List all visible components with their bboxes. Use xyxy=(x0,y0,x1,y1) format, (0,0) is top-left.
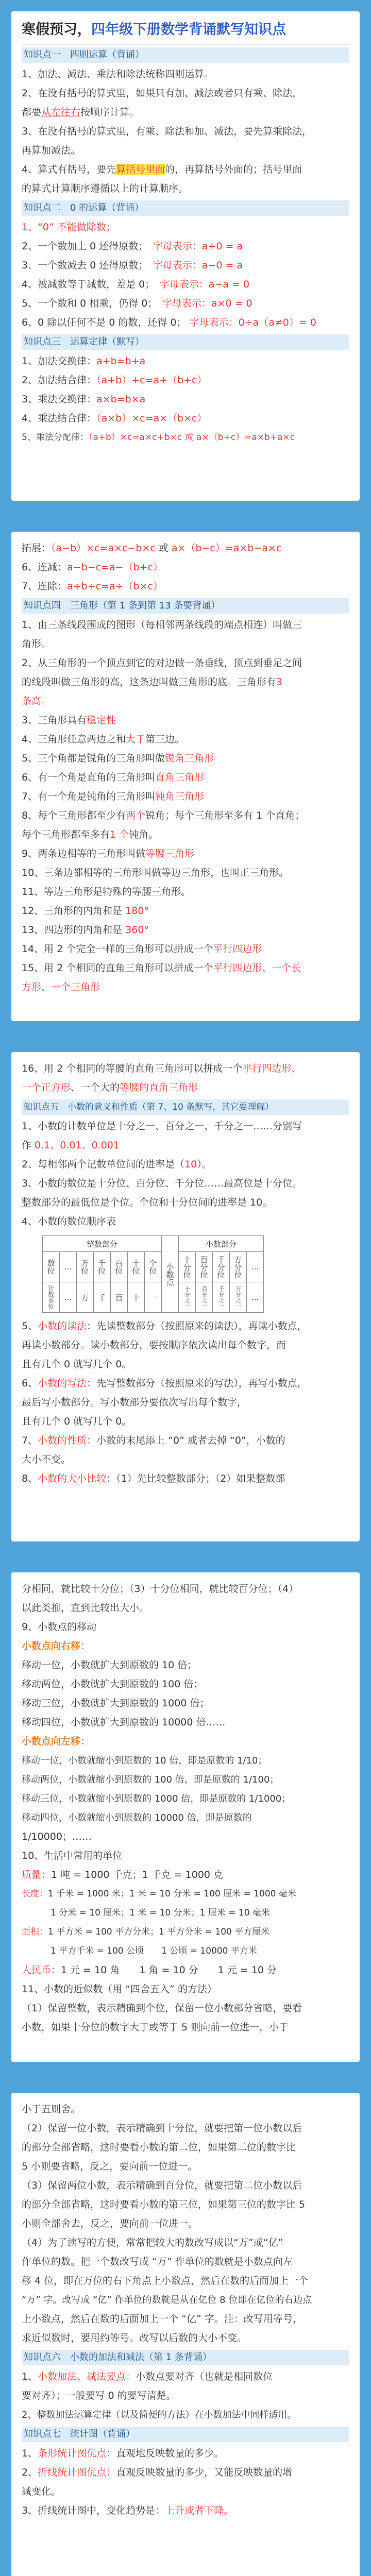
table-cell: … xyxy=(60,1252,77,1282)
text-line: 要对齐）；一般要写 0 的要写清楚。 xyxy=(22,2390,176,2401)
table-cell: 万 xyxy=(77,1282,94,1313)
text-line: 大小不变。 xyxy=(22,1454,71,1465)
text-line: 最后写小数部分。写小数部分要依次写出每个数字， xyxy=(22,1397,247,1408)
text-line: 每个三角形都至多有1 个钝角。 xyxy=(22,829,159,840)
text-line: 整数部分的最低位是个位。个位和十分位间的进率是 10。 xyxy=(22,1197,273,1208)
section-header: 知识点一 四则运算（背诵） xyxy=(22,47,349,63)
text-line: 2、每相邻两个记数单位间的进率是（10）。 xyxy=(22,1159,212,1170)
text-line: 角形。 xyxy=(22,638,52,650)
text-line: 4、乘法结合律：（a×b）×c=a×（b×c） xyxy=(22,413,207,424)
section-header: 知识点二 0 的运算（背诵） xyxy=(22,200,349,216)
text-line: 13、四边形的内角和是 360° xyxy=(22,924,149,936)
text-line: 8、小数的大小比较：（1）先比较整数部分；（2）如果整数部 xyxy=(22,1473,285,1484)
text-line: 分相同，就比较十分位；（3）十分位相同，就比较百分位；（4） xyxy=(22,1583,299,1595)
text-line: 拓展：（a−b）×c=a×c−b×c 或 a×（b−c）=a×b−a×c xyxy=(22,543,282,554)
text-line: 质量：1 吨 = 1000 千克；1 千克 = 1000 克 xyxy=(22,1869,224,1880)
text-line: 9、小数点的移动 xyxy=(22,1621,97,1633)
text-line: 小则全部舍去，反之，要向前一位进一。 xyxy=(22,2218,198,2229)
table-cell: 一 xyxy=(145,1282,162,1313)
text-line: 10、三条边都相等的三角形叫做等边三角形，也叫正三角形。 xyxy=(22,867,289,878)
text-line: 8、每个三角形都至少有两个锐角；每个三角形至多有 1 个直角； xyxy=(22,810,305,821)
table-cell: 十分之一 xyxy=(179,1282,196,1313)
subheading: 小数点向右移： xyxy=(22,1640,91,1652)
table-cell: 百分位 xyxy=(196,1252,213,1282)
table-cell: 十分位 xyxy=(179,1252,196,1282)
text-line: 11、小数的近似数（用 “四舍五入” 的方法） xyxy=(22,1984,217,1995)
text-line: 1、条形统计图优点：直观地反映数量的多少。 xyxy=(22,2448,224,2459)
page-5 xyxy=(11,2093,360,2576)
text-line: 16、用 2 个相同的等腰的直角三角形可以拼成一个平行四边形、 xyxy=(22,1063,301,1074)
text-line: 的部分全部省略，这时要看小数的第二位，如果第二位的数字比 xyxy=(22,2142,296,2153)
text-line: “万” 字。改写成 “亿” 作单位的数就是从在亿位 8 位即在亿位的右边点 xyxy=(22,2295,312,2306)
text-line: 移动四位，小数就缩小到原数的 10000 倍，即是原数的 xyxy=(22,1812,252,1823)
text-line: 3、折线统计图中，变化趋势是：上升或者下降。 xyxy=(22,2505,234,2516)
text-line: 2、在没有括号的算式里，如果只有加、减法或者只有乘、除法， xyxy=(22,88,302,99)
table-cell: … xyxy=(247,1282,264,1313)
text-line: 2、折线统计图优点：直观反映数量的多少，又能反映数量的增 xyxy=(22,2467,293,2478)
text-line: 2、加法结合律：（a+b）+c=a+（b+c） xyxy=(22,375,207,386)
text-line: 长度：1 千米 = 1000 米；1 米 = 10 分米 = 100 厘米 = 1000 毫米 xyxy=(22,1889,296,1899)
text-line: 14、用 2 个完全一样的三角形可以拼成一个平行四边形 xyxy=(22,943,262,955)
table-header: 整数部分 xyxy=(43,1236,162,1252)
table-cell: 千位 xyxy=(94,1252,111,1282)
text-line: 1、小数加法、减法要点：小数点要对齐（也就是相同数位 xyxy=(22,2371,273,2382)
text-line: 1、由三条线段围成的图形（每相邻两条线段的端点相连）叫做三 xyxy=(22,619,302,631)
text-line: 3、一个数减去 0 还得原数； 字母表示：a−0 = a xyxy=(22,260,243,271)
text-line: 1/10000；…… xyxy=(22,1831,92,1842)
text-line: 人民币：1 元 = 10 角 1 角 = 10 分 1 元 = 10 分 xyxy=(22,1964,277,1976)
text-line: 1、加法、减法、乘法和除法统称四则运算。 xyxy=(22,69,214,80)
text-line: 再算加减法。 xyxy=(22,145,81,156)
text-line: 5、小数的读法：先读整数部分（按照原来的读法），再读小数点， xyxy=(22,1320,307,1332)
text-line: 移动一位，小数就缩小到原数的 10 倍，即是原数的 1/10； xyxy=(22,1755,267,1766)
page-title xyxy=(22,11,349,45)
text-line: 4、被减数等于减数，差是 0； 字母表示：a−a = 0 xyxy=(22,279,250,290)
text-line: 3、在没有括号的算式里，有乘、除法和加、减法，要先算乘除法， xyxy=(22,126,312,137)
section-header: 知识点六 小数的加法和减法（第 1 条背诵） xyxy=(22,2350,349,2365)
text-line: 作 0.1、0.01、0.001 xyxy=(22,1140,120,1151)
page-4 xyxy=(11,1572,360,2062)
section-header: 知识点四 三角形（第 1 条到第 13 条要背诵） xyxy=(22,598,349,614)
text-line: 7、有一个角是钝角的三角形叫钝角三角形 xyxy=(22,791,205,802)
text-line: 6、有一个角是直角的三角形叫直角三角形 xyxy=(22,772,205,783)
table-header: 小数点 xyxy=(162,1236,179,1313)
text-line: 以此类推，直到比较出大小。 xyxy=(22,1602,149,1614)
section-header: 知识点三 运算定律（默写） xyxy=(22,334,349,350)
text-line: （3）保留两位小数，表示精确到百分位，就要把第二位小数以后 xyxy=(22,2180,302,2191)
text-line: 求近似数时，要用约等号。改写以后数的大小不变。 xyxy=(22,2332,247,2344)
table-cell: 千 xyxy=(94,1282,111,1313)
table-cell: 十位 xyxy=(128,1252,145,1282)
text-line: 作单位的数。把一个数改写成 “万” 作单位的数就是小数点向左 xyxy=(22,2256,293,2267)
table-cell: 数位 xyxy=(43,1252,60,1282)
text-line: 4、算式有括号，要先算括号里面的，再算括号外面的；括号里面 xyxy=(22,164,302,175)
text-line: 2、整数加法运算定律（以及简便的方法）在小数加法中同样适用。 xyxy=(22,2410,297,2420)
table-cell: 千分之一 xyxy=(213,1282,230,1313)
table-cell: 计数单位 xyxy=(43,1282,60,1313)
text-line: 的部分全部省略，这时要看小数的第三位，如果第三位的数字比 5 xyxy=(22,2199,306,2210)
text-line: 5、乘法分配律：（a+b）×c=a×c+b×c 或 a×（b+c）=a×b+a×c xyxy=(22,432,295,443)
decimal-place-value-table xyxy=(42,1235,264,1313)
text-line: 3、小数的数位是十分位、百分位、千分位……最高位是十分位。 xyxy=(22,1178,302,1189)
text-line: 2、一个数加上 0 还得原数； 字母表示：a+0 = a xyxy=(22,241,243,252)
text-line: 移动两位，小数就扩大到原数的 100 倍； xyxy=(22,1679,204,1690)
text-line: 1、“0” 不能做除数； xyxy=(22,222,116,233)
text-line: 6、连减：a−b−c=a−（b+c） xyxy=(22,562,163,573)
text-line: 3、三角形具有稳定性 xyxy=(22,715,116,726)
table-cell: 百位 xyxy=(111,1252,128,1282)
text-line: 1 平方千米 = 100 公顷 1 公顷 = 10000 平方米 xyxy=(50,1946,257,1956)
text-line: 上小数点，然后在数的后面加上一个 “亿” 字。注：改写用等号， xyxy=(22,2313,302,2325)
text-line: 5、三个角都是锐角的三角形叫做锐角三角形 xyxy=(22,753,214,764)
page-3 xyxy=(11,1052,360,1541)
table-cell: … xyxy=(60,1282,77,1313)
text-line: 都要从左往右按顺序计算。 xyxy=(22,107,140,118)
text-line: 面积：1 平方米 = 100 平方分米；1 平方分米 = 100 平方厘米 xyxy=(22,1927,270,1937)
text-line: 5、一个数和 0 相乘，仍得 0； 字母表示：a×0 = 0 xyxy=(22,298,252,309)
text-line: 2、从三角形的一个顶点到它的对边做一条垂线，顶点到垂足之间 xyxy=(22,657,302,669)
text-line: （1）保留整数，表示精确到个位，保留一位小数部分省略，要看 xyxy=(22,2003,302,2014)
table-cell: … xyxy=(247,1252,264,1282)
table-cell: 万分位 xyxy=(230,1252,247,1282)
text-line: 小数，如果十分位的数字大于或等于 5 则向前一位进一，小于 xyxy=(22,2022,289,2033)
text-line: 6、小数的写法：先写整数部分（按照原来的写法），再写小数点， xyxy=(22,1378,307,1389)
text-line: 移 4 位，即在万位的右下角点上小数点，然后在数的后面加上一个 xyxy=(22,2275,309,2286)
section-header: 知识点七 统计图（背诵） xyxy=(22,2427,349,2442)
text-line: 移动三位，小数就扩大到原数的 1000 倍； xyxy=(22,1698,210,1709)
subheading: 小数点向左移： xyxy=(22,1736,91,1747)
table-cell: 千分位 xyxy=(213,1252,230,1282)
text-line: 1 分米 = 10 厘米；1 米 = 10 分米；1 厘米 = 10 毫米 xyxy=(50,1908,270,1918)
text-line: 1、加法交换律：a+b=b+a xyxy=(22,355,146,367)
text-line: 6、0 除以任何不是 0 的数，还得 0； 字母表示：0÷a（a≠0）= 0 xyxy=(22,317,316,328)
text-line: 移动两位，小数就缩小到原数的 100 倍，即是原数的 1/100； xyxy=(22,1774,279,1785)
text-line: 7、小数的性质：小数的末尾添上 “0” 或者去掉 “0”，小数的 xyxy=(22,1435,285,1446)
text-line: 10、生活中常用的单位 xyxy=(22,1850,123,1861)
text-line: 7、连除：a÷b÷c=a÷（b×c） xyxy=(22,581,163,592)
text-line: 再读小数部分。读小数部分，要按顺序依次读出每个数字，而 xyxy=(22,1340,286,1351)
text-line: 减变化。 xyxy=(22,2486,61,2497)
text-line: （4）为了读写的方便，常常把较大的数改写成以“万”或“亿” xyxy=(22,2237,283,2248)
title-prefix: 寒假预习， xyxy=(22,21,91,38)
text-line: 一个正方形、一个大的等腰的直角三角形 xyxy=(22,1082,198,1093)
table-cell: 个位 xyxy=(145,1252,162,1282)
table-cell: 百分之一 xyxy=(196,1282,213,1313)
text-line: 3、乘法交换律：a×b=b×a xyxy=(22,394,146,405)
text-line: 4、小数的数位顺序表 xyxy=(22,1216,116,1227)
table-header: 小数部分 xyxy=(179,1236,264,1252)
text-line: （2）保留一位小数，表示精确到十分位，就要把第一位小数以后 xyxy=(22,2123,302,2134)
table-cell: 百 xyxy=(111,1282,128,1313)
text-line: 12、三角形的内角和是 180° xyxy=(22,905,149,917)
text-line: 移动一位，小数就扩大到原数的 10 倍； xyxy=(22,1659,197,1671)
text-line: 的算式计算顺序遵循以上的计算顺序。 xyxy=(22,183,189,194)
table-cell: 万位 xyxy=(77,1252,94,1282)
text-line: 方形、一个三角形 xyxy=(22,981,100,993)
text-line: 1、小数的计数单位是十分之一、百分之一、千分之一……分别写 xyxy=(22,1121,302,1132)
table-cell: 十 xyxy=(128,1282,145,1313)
text-line: 条高。 xyxy=(22,696,52,707)
page-2 xyxy=(11,532,360,1021)
text-line: 移动三位，小数就缩小到原数的 1000 倍，即是原数的 1/1000； xyxy=(22,1793,291,1804)
text-line: 且有几个 0 就写几个 0。 xyxy=(22,1359,132,1370)
text-line: 5 小则要省略，反之，要向前一位进一。 xyxy=(22,2161,198,2172)
text-line: 移动四位，小数就扩大到原数的 10000 倍…… xyxy=(22,1717,226,1728)
highlight-text: 从左往右 xyxy=(41,107,81,118)
text-line: 4、三角形任意两边之和大于第三边。 xyxy=(22,734,185,745)
text-line: 15、用 2 个相同的直角三角形可以拼成一个平行四边形、一个长 xyxy=(22,962,301,974)
section-header: 知识点五 小数的意义和性质（第 7、10 条默写，其它要理解） xyxy=(22,1099,349,1115)
text-line: 的线段叫做三角形的高，这条边叫做三角形的底。三角形有3 xyxy=(22,676,283,688)
text-line: 9、两条边相等的三角形叫做等腰三角形 xyxy=(22,848,195,859)
page-1 xyxy=(11,11,360,501)
text-line: 且有几个 0 就写几个 0。 xyxy=(22,1416,132,1427)
highlight-text: 算括号里面 xyxy=(116,164,165,175)
text-line: 小于五则舍。 xyxy=(22,2104,81,2115)
text-line: 11、等边三角形是特殊的等腰三角形。 xyxy=(22,886,191,897)
title-main: 四年级下册数学背诵默写知识点 xyxy=(91,21,286,38)
table-cell: 万分之一 xyxy=(230,1282,247,1313)
